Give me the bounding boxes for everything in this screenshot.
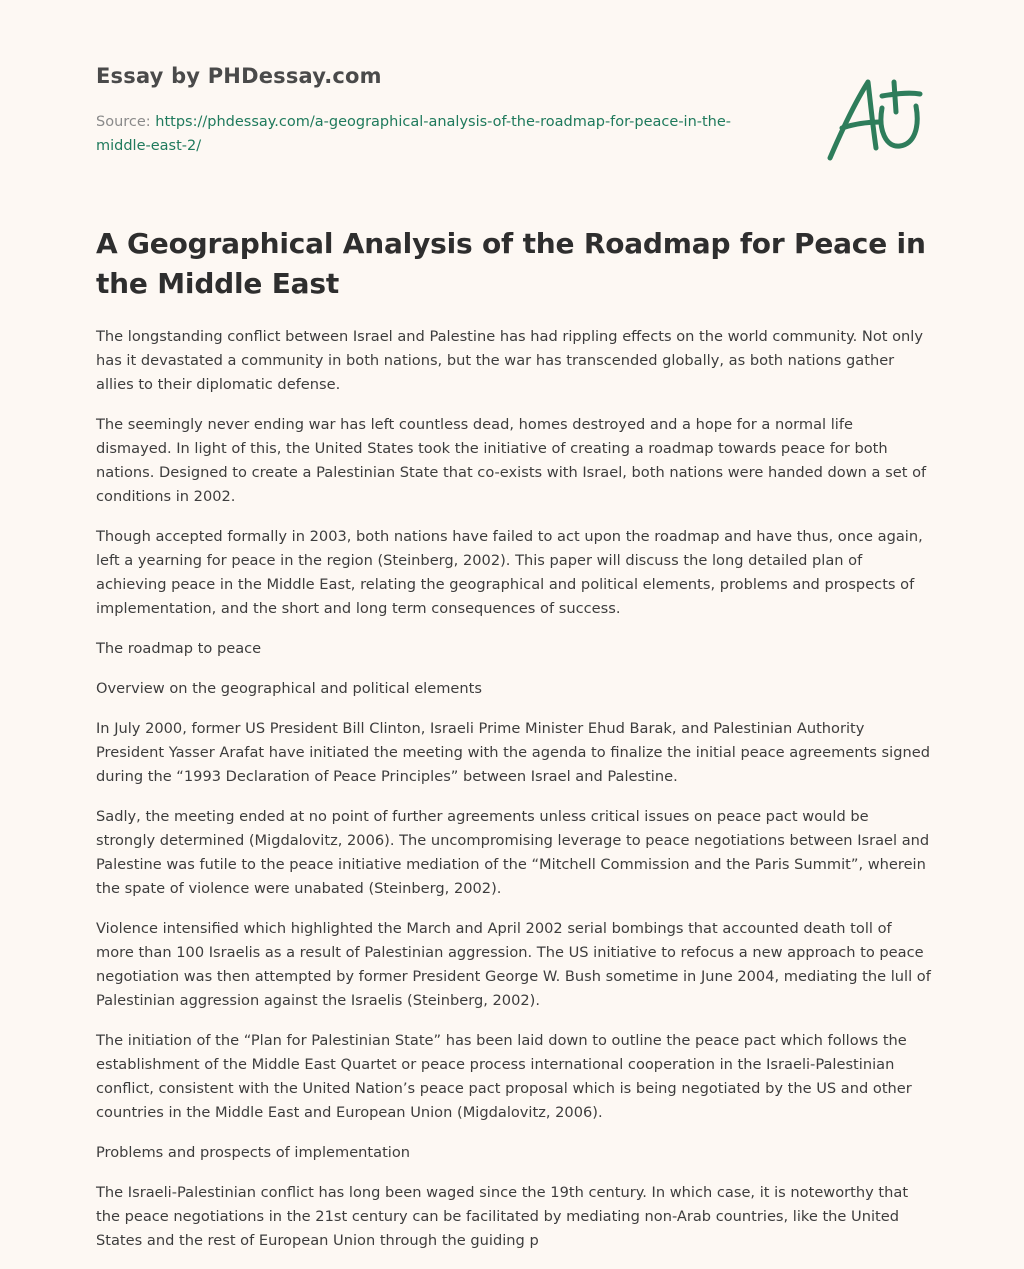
source-link[interactable]: https://phdessay.com/a-geographical-analysis-of-the-roadmap-for-peace-in-the-middle-east-2/: [96, 114, 732, 154]
paragraph: The longstanding conflict between Israel and Palestine has had rippling effects on the world community. Not only has it devastated a community in both nations, but the war has transcended globally, as both nations gather allies to their diplomatic defense.: [96, 328, 923, 393]
paragraph: The seemingly never ending war has left countless dead, homes destroyed and a hope for a normal life dismayed. In light of this, the United States took the initiative of creating a roadmap towards peace for both nations. Designed to create a Palestinian State that co-exists with Israel, both nations were handed down a set of conditions in 2002.: [96, 416, 927, 505]
paragraph: Though accepted formally in 2003, both nations have failed to act upon the roadmap and have thus, once again, left a yearning for peace in the region (Steinberg, 2002). This paper will discuss the long detailed plan of achieving peace in the Middle East, relating the geographical and political elements, problems and prospects of implementation, and the short and long term consequences of success.: [96, 528, 923, 617]
document-title: A Geographical Analysis of the Roadmap for Peace in the Middle East: [96, 227, 926, 300]
paragraph: The Israeli-Palestinian conflict has long been waged since the 19th century. In which case, it is noteworthy that the peace negotiations in the 21st century can be facilitated by mediating non-Arab countries, like the United States and the rest of European Union through the guiding p: [96, 1184, 909, 1249]
section-heading: Problems and prospects of implementation: [96, 1144, 411, 1161]
document-body: [96, 325, 932, 1269]
paragraph: Sadly, the meeting ended at no point of further agreements unless critical issues on peace pact would be strongly determined (Migdalovitz, 2006). The uncompromising leverage to peace negotiations between Israel and Palestine was futile to the peace initiative mediation of the “Mitchell Commission and the Paris Summit”, wherein the spate of violence were unabated (Steinberg, 2002).: [96, 808, 930, 897]
section-heading: Overview on the geographical and political elements: [96, 680, 482, 697]
a-plus-logo-icon: [820, 68, 930, 168]
section-heading: The roadmap to peace: [96, 640, 262, 657]
site-title: Essay by PHDessay.com: [96, 64, 382, 88]
source-label: Source:: [96, 114, 156, 130]
paragraph: In July 2000, former US President Bill Clinton, Israeli Prime Minister Ehud Barak, and Palestinian Authority President Yasser Arafat have initiated the meeting with the agenda to finalize the initial peace agreements signed during the “1993 Declaration of Peace Principles” between Israel and Palestine.: [96, 720, 930, 785]
paragraph: Violence intensified which highlighted the March and April 2002 serial bombings that accounted death toll of more than 100 Israelis as a result of Palestinian aggression. The US initiative to refocus a new approach to peace negotiation was then attempted by former President George W. Bush sometime in June 2004, mediating the lull of Palestinian aggression against the Israelis (Steinberg, 2002).: [96, 920, 931, 1009]
source-line: [96, 110, 776, 158]
paragraph: The initiation of the “Plan for Palestinian State” has been laid down to outline the peace pact which follows the establishment of the Middle East Quartet or peace process international cooperation in the Israeli-Palestinian conflict, consistent with the United Nation’s peace pact proposal which is being negotiated by the US and other countries in the Middle East and European Union (Migdalovitz, 2006).: [96, 1032, 912, 1121]
